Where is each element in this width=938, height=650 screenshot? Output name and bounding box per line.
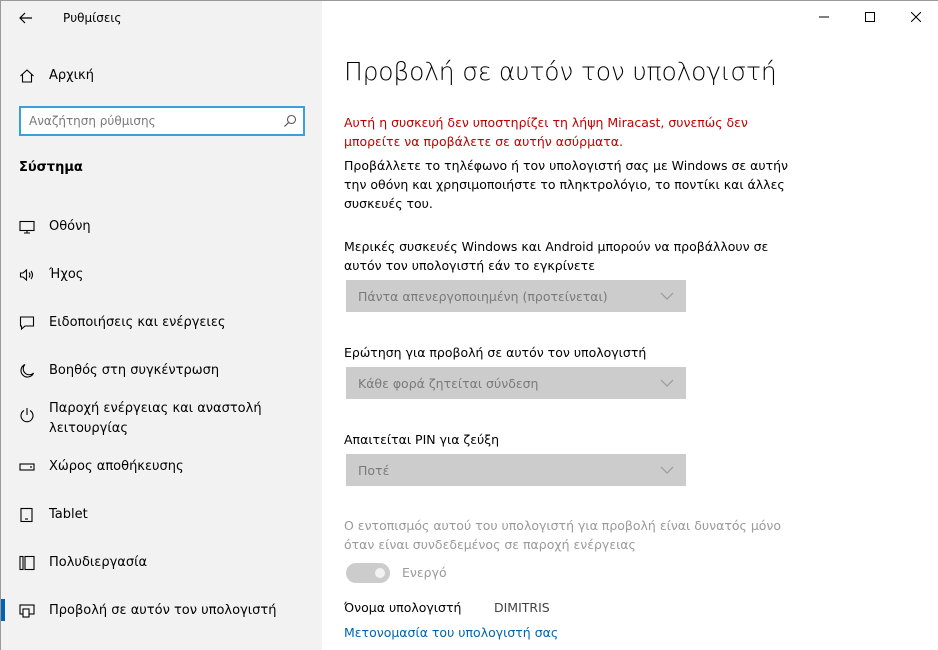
chevron-down-icon (660, 463, 674, 477)
home-label: Αρχική (49, 68, 94, 83)
minimize-button[interactable] (801, 1, 847, 33)
sidebar-item-label: Πολυδιεργασία (49, 555, 148, 570)
availability-dropdown[interactable] (346, 280, 686, 312)
dropdown-value: Ποτέ (358, 462, 390, 478)
pc-name-value: DIMITRIS (494, 600, 550, 615)
description: Προβάλλετε το τηλέφωνο ή τον υπολογιστή σας με Windows σε αυτήν την οθόνη και χρησιμοποιήστε το πληκτρολόγιο, το ποντίκι και άλλες συσκευές του. (344, 158, 789, 211)
sidebar-item-label: Βοηθός στη συγκέντρωση (49, 363, 220, 378)
miracast-warning: Αυτή η συσκευή δεν υποστηρίζει τη λήψη Miracast, συνεπώς δεν μπορείτε να προβάλετε σε αυτήν ασύρματα. (344, 115, 748, 149)
sidebar-item-label: Ήχος (49, 267, 84, 282)
sidebar-item-label: Οθόνη (49, 219, 91, 234)
sidebar-item-label: Ειδοποιήσεις και ενέργειες (49, 315, 226, 330)
sidebar-item-storage[interactable] (1, 447, 322, 487)
power-toggle[interactable] (346, 563, 390, 583)
notification-icon (19, 315, 35, 331)
sidebar-item-label: Παροχή ενέργειας και αναστολή λειτουργίας (49, 401, 262, 436)
multitasking-icon (19, 555, 35, 571)
main-panel (322, 1, 938, 650)
project-icon (19, 603, 35, 619)
back-button[interactable] (11, 5, 41, 31)
sidebar-item-label: Tablet (49, 507, 88, 522)
moon-icon (19, 363, 35, 379)
sidebar-item-home[interactable] (1, 61, 322, 91)
search-icon[interactable] (283, 114, 297, 128)
sidebar-item-tablet[interactable] (1, 495, 322, 535)
minimize-icon (819, 12, 829, 22)
sidebar-item-projecting[interactable] (1, 591, 322, 631)
power-note: Ο εντοπισμός αυτού του υπολογιστή για προβολή είναι δυνατός μόνο όταν είναι συνδεδεμένος σε παροχή ενέργειας (344, 518, 782, 552)
search-box[interactable] (19, 106, 305, 136)
window-controls (801, 1, 938, 33)
sidebar-item-notifications[interactable] (1, 303, 322, 343)
storage-icon (19, 459, 35, 475)
sidebar-item-display[interactable] (1, 207, 322, 247)
sidebar (1, 1, 322, 650)
pin-dropdown[interactable] (346, 454, 686, 486)
sidebar-item-multitasking[interactable] (1, 543, 322, 583)
back-arrow-icon (19, 12, 33, 24)
chevron-down-icon (660, 376, 674, 390)
sidebar-item-power-sleep[interactable] (1, 399, 322, 447)
speaker-icon (19, 267, 35, 283)
setting-ask-label: Ερώτηση για προβολή σε αυτόν τον υπολογιστή (344, 345, 647, 360)
sidebar-item-label: Χώρος αποθήκευσης (49, 459, 184, 474)
ask-to-project-dropdown[interactable] (346, 367, 686, 399)
toggle-knob (375, 568, 385, 578)
rename-pc-link[interactable]: Μετονομασία του υπολογιστή σας (344, 625, 559, 640)
power-icon (19, 407, 35, 423)
dropdown-value: Πάντα απενεργοποιημένη (προτείνεται) (358, 288, 608, 304)
app-title: Ρυθμίσεις (63, 11, 122, 25)
sidebar-item-focus-assist[interactable] (1, 351, 322, 391)
setting-pin-label: Απαιτείται PIN για ζεύξη (344, 432, 500, 447)
chevron-down-icon (660, 289, 674, 303)
sidebar-item-sound[interactable] (1, 255, 322, 295)
selected-indicator (1, 599, 5, 621)
pc-name-label: Όνομα υπολογιστή (344, 600, 462, 615)
search-input[interactable] (21, 109, 271, 133)
maximize-button[interactable] (847, 1, 893, 33)
dropdown-value: Κάθε φορά ζητείται σύνδεση (358, 375, 539, 391)
setting-availability-label: Μερικές συσκευές Windows και Android μπορούν να προβάλλουν σε αυτόν τον υπολογιστή εάν το εγκρίνετε (344, 239, 769, 273)
tablet-icon (19, 507, 35, 523)
close-button[interactable] (893, 1, 938, 33)
close-icon (911, 12, 921, 22)
section-title: Σύστημα (19, 160, 83, 175)
maximize-icon (865, 12, 875, 22)
toggle-label: Ενεργό (402, 565, 447, 580)
sidebar-item-label: Προβολή σε αυτόν τον υπολογιστή (49, 603, 277, 618)
home-icon (19, 68, 35, 84)
monitor-icon (19, 219, 35, 235)
page-title: Προβολή σε αυτόν τον υπολογιστή (344, 57, 777, 86)
